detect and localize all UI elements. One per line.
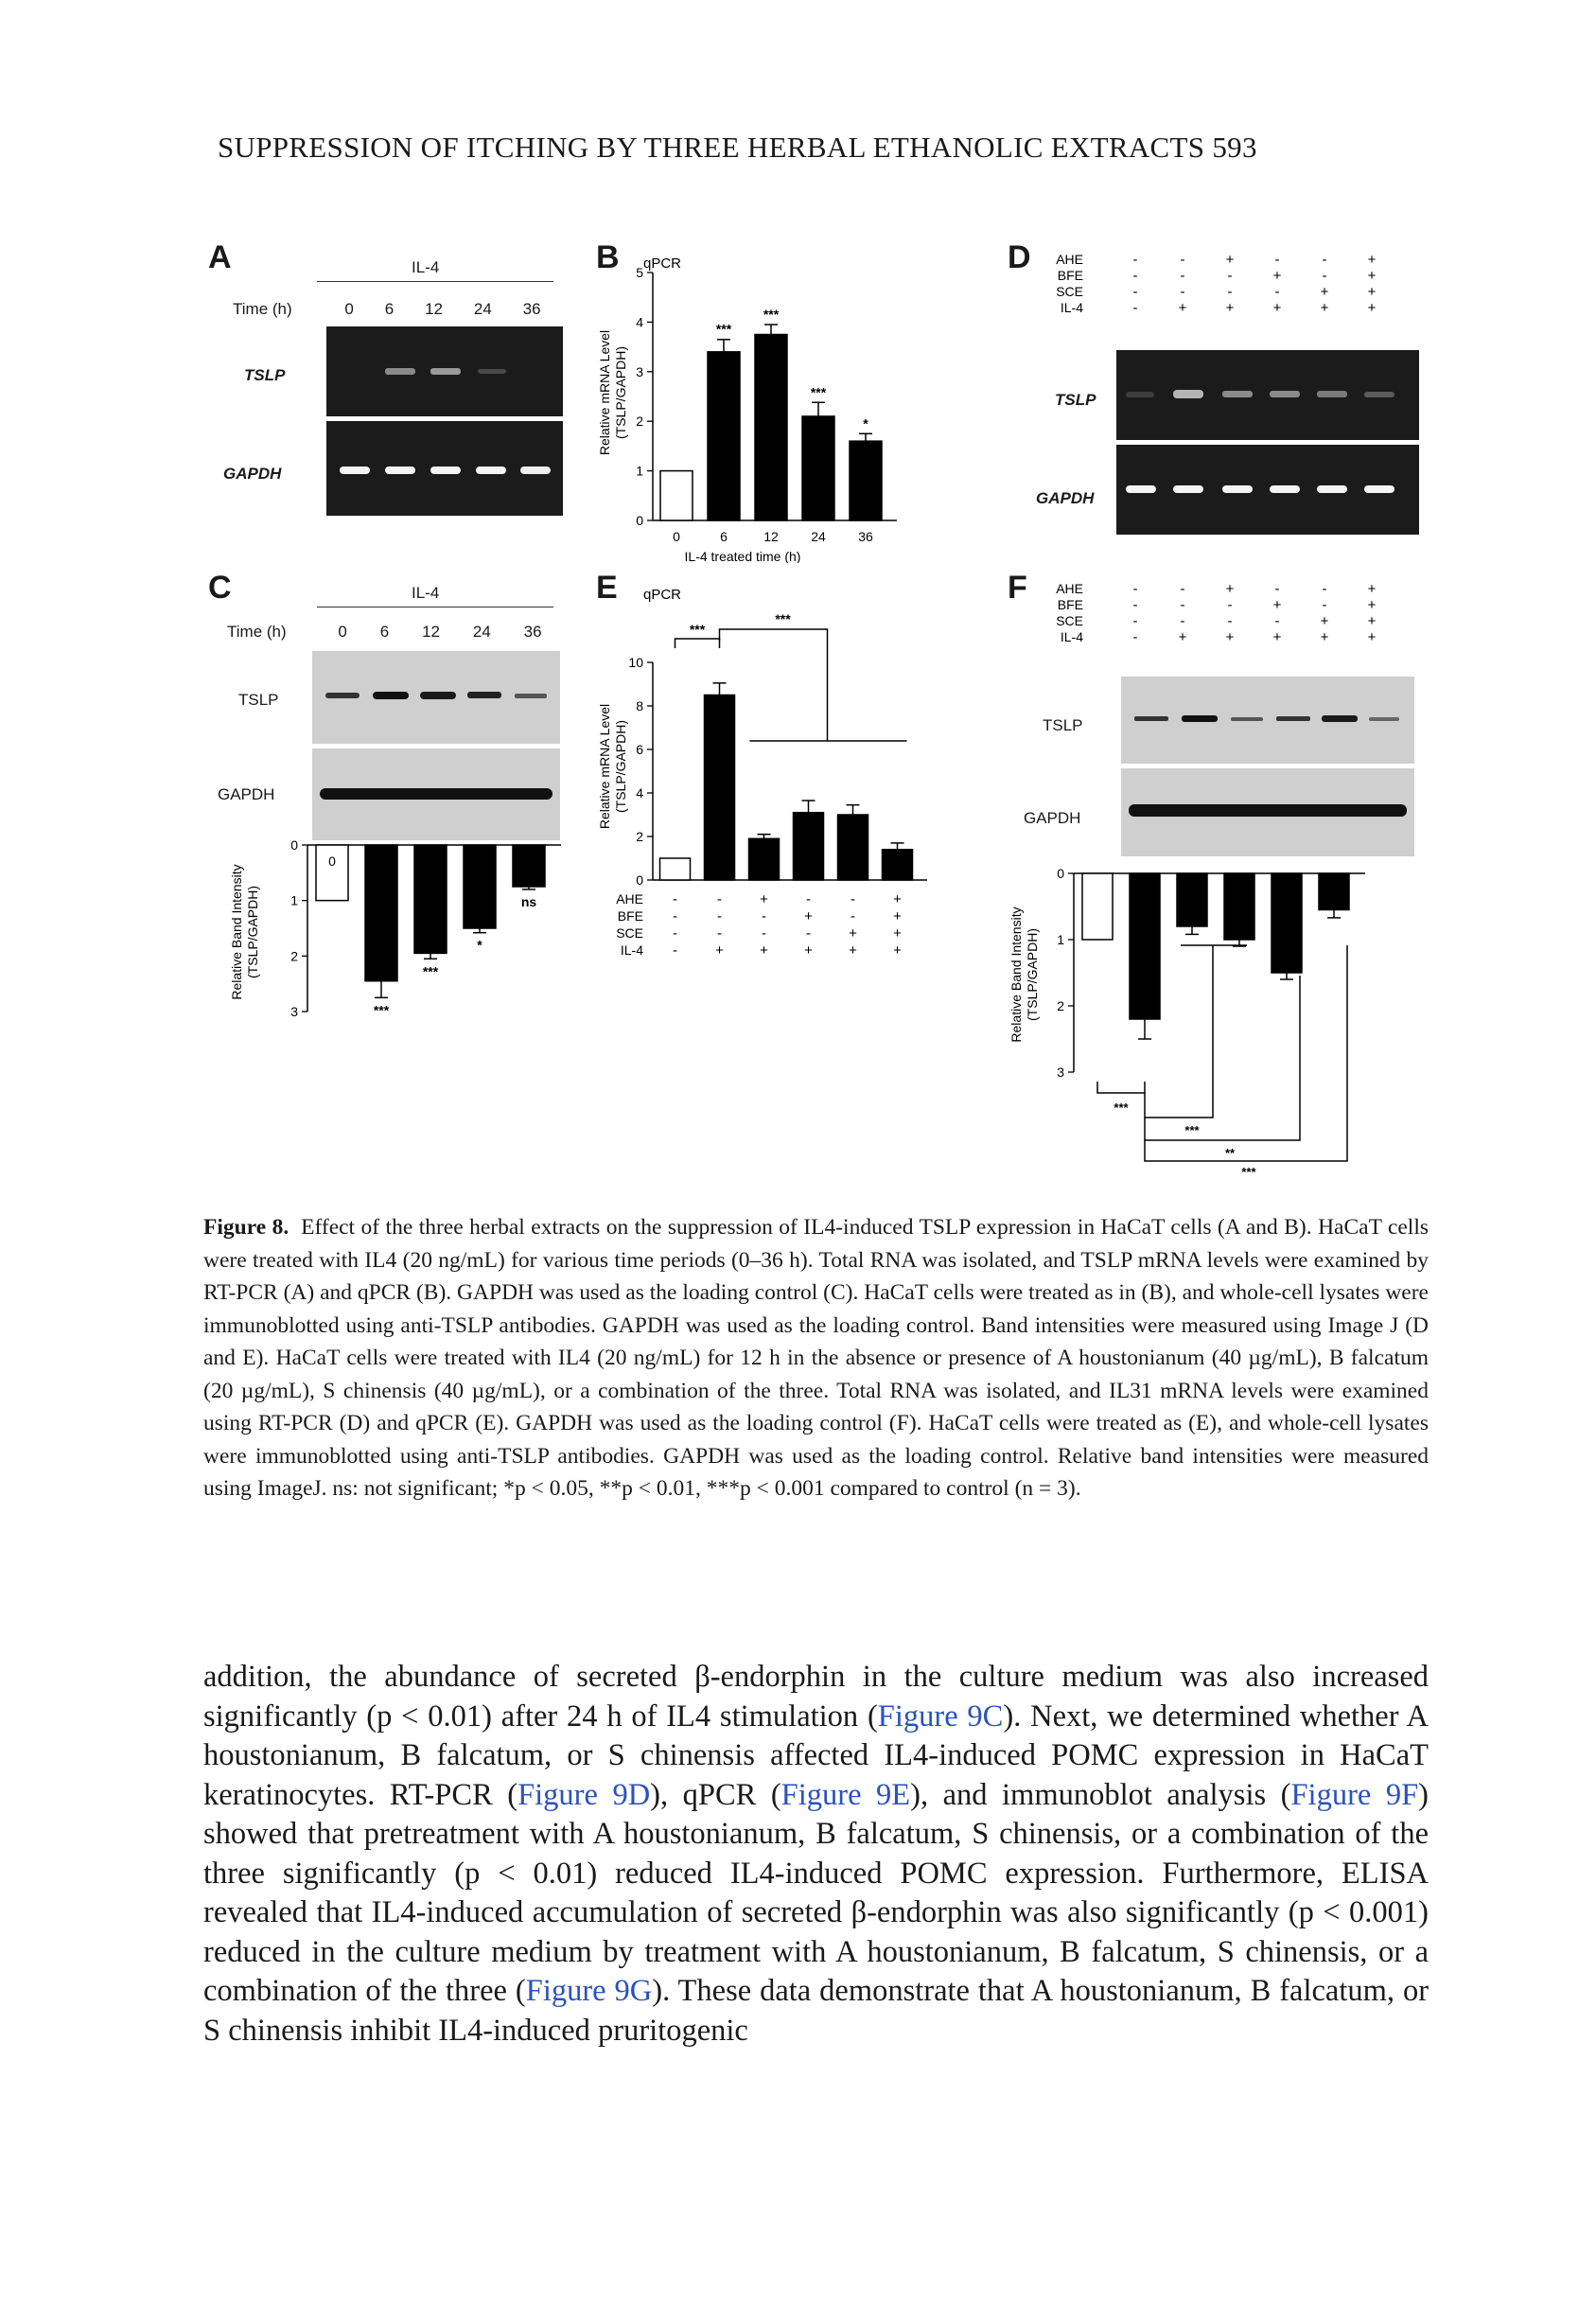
y-tick-label: 2 bbox=[1057, 998, 1064, 1013]
treatment-sign: + bbox=[1272, 629, 1282, 645]
comparison-label: *** bbox=[1114, 1100, 1129, 1115]
tslp-band-1 bbox=[1134, 716, 1168, 721]
bar bbox=[1319, 873, 1349, 910]
treatment-sign: + bbox=[893, 942, 902, 959]
tslp-band-5 bbox=[1322, 715, 1358, 722]
treatment-label: IL-4 bbox=[620, 942, 643, 958]
x-tick-label: 6 bbox=[720, 529, 728, 544]
bar bbox=[838, 815, 868, 880]
caption-text: Effect of the three herbal extracts on the suppression of IL4-induced TSLP expression in HaCaT cells (A and B). HaCaT cells were treated with IL4 (20 ng/mL) for various time periods (0–36 h). Total RNA was isolated, and TSLP mRNA levels were examined by RT-PCR (A) and qPCR (B). GAPDH was used as the loading control (C). HaCaT cells were treated as in (B), and whole-cell lysates were immunoblotted using anti-TSLP antibodies. GAPDH was used as the loading control. Band intensities were measured using Image J (D and E). HaCaT cells were treated with IL4 (20 ng/mL) for 12 h in the absence or presence of A houstonianum (40 µg/mL), B falcatum (20 µg/mL), S chinensis (40 µg/mL), or a combination of the three. Total RNA was isolated, and IL31 mRNA levels were examined using RT-PCR (D) and qPCR (E). GAPDH was used as the loading control (F). HaCaT cells were treated as (E), and whole-cell lysates were immunoblotted using anti-TSLP antibodies. GAPDH was used as the loading control. Relative band intensities were measured using ImageJ. ns: not significant; *p < 0.05, **p < 0.01, ***p < 0.001 compared to control (n = 3). bbox=[203, 1215, 1429, 1501]
treatment-sign: - bbox=[1132, 252, 1138, 268]
panel-a-gel bbox=[326, 326, 563, 516]
treatment-label: IL-4 bbox=[1060, 300, 1083, 315]
body-text-3: ), qPCR ( bbox=[650, 1777, 781, 1812]
treatment-sign: - bbox=[1274, 252, 1280, 268]
bar bbox=[749, 838, 780, 880]
time-36: 36 bbox=[522, 300, 541, 318]
comparison-bracket bbox=[1097, 1082, 1145, 1093]
figure-9g-link[interactable]: Figure 9G bbox=[525, 1974, 653, 2008]
gapdh-band-4 bbox=[1270, 485, 1300, 493]
x-tick-label: 12 bbox=[423, 854, 438, 869]
treatment-sign: - bbox=[717, 925, 722, 942]
body-text-5: ) showed that pretreatment with A houstonianum, B falcatum, S chinensis, or a combination of the three significantly (p < 0.01) reduced IL4-induced POMC expression. Furthermore, ELISA revealed that IL4-induced accumulation of secreted β-endorphin was also significantly (p < 0.001) reduced in the culture medium by treatment with A houstonianum, B falcatum, S chinensis, or a combination of the three ( bbox=[203, 1777, 1429, 2008]
y-tick-label: 4 bbox=[636, 314, 643, 330]
y-axis-label: (TSLP/GAPDH) bbox=[1025, 927, 1040, 1022]
treatment-sign: + bbox=[1367, 284, 1377, 300]
treatment-sign: - bbox=[1132, 613, 1138, 629]
treatment-label: BFE bbox=[617, 908, 643, 924]
panel-d-row2-label: GAPDH bbox=[1036, 489, 1095, 507]
panel-f-treatments bbox=[1031, 572, 1429, 667]
treatment-sign: - bbox=[1274, 613, 1280, 629]
gapdh-band-1 bbox=[1126, 485, 1156, 493]
figure-9e-link[interactable]: Figure 9E bbox=[780, 1777, 911, 1812]
y-tick-label: 4 bbox=[636, 785, 643, 801]
panel-f-row1-label: TSLP bbox=[1043, 716, 1083, 734]
treatment-sign: + bbox=[1367, 252, 1377, 268]
treatment-sign: - bbox=[1227, 613, 1233, 629]
panel-e-chart bbox=[596, 572, 993, 970]
bar bbox=[1272, 873, 1302, 973]
treatment-sign: - bbox=[762, 925, 766, 942]
treatment-label: AHE bbox=[616, 891, 643, 907]
x-tick-label: 24 bbox=[811, 529, 826, 544]
treatment-sign: + bbox=[804, 942, 813, 959]
figure-caption bbox=[203, 1211, 1429, 1505]
treatment-sign: - bbox=[673, 891, 677, 907]
time-24: 24 bbox=[473, 300, 492, 318]
treatment-sign: + bbox=[1367, 629, 1377, 645]
panel-c-group-label: IL-4 bbox=[412, 584, 440, 602]
treatment-sign: + bbox=[849, 942, 857, 959]
treatment-sign: + bbox=[849, 925, 857, 942]
treatment-sign: + bbox=[893, 908, 902, 924]
treatment-sign: - bbox=[1274, 284, 1280, 300]
treatment-sign: - bbox=[762, 908, 766, 924]
bar bbox=[705, 695, 735, 881]
panel-b-chart bbox=[596, 251, 937, 563]
figure-8 bbox=[199, 232, 1429, 1188]
panel-c-time-label: Time (h) bbox=[227, 623, 287, 641]
panel-a-time-values bbox=[329, 300, 556, 319]
treatment-sign: + bbox=[1225, 300, 1235, 316]
y-axis-label: (TSLP/GAPDH) bbox=[613, 345, 628, 440]
bar bbox=[883, 850, 913, 880]
panel-letter-e: E bbox=[596, 570, 618, 606]
tslp-band-1 bbox=[1126, 392, 1154, 397]
treatment-sign: - bbox=[1132, 581, 1138, 597]
chart-title: qPCR bbox=[643, 255, 682, 272]
time-36: 36 bbox=[523, 623, 542, 641]
bar bbox=[850, 441, 882, 520]
treatment-sign: - bbox=[1227, 597, 1233, 613]
significance-label: *** bbox=[422, 963, 439, 979]
bar bbox=[708, 352, 740, 520]
figure-9d-link[interactable]: Figure 9D bbox=[517, 1777, 651, 1812]
gapdh-band-strip bbox=[1129, 804, 1407, 817]
treatment-sign: + bbox=[1320, 284, 1329, 300]
treatment-sign: - bbox=[1274, 581, 1280, 597]
treatment-sign: + bbox=[1367, 300, 1377, 316]
treatment-sign: + bbox=[1320, 300, 1329, 316]
tslp-band-6 bbox=[385, 368, 415, 375]
panel-c-row1-label: TSLP bbox=[238, 691, 279, 709]
treatment-sign: - bbox=[1322, 268, 1327, 284]
panel-f-chart bbox=[1008, 856, 1429, 1178]
treatment-label: SCE bbox=[1056, 613, 1083, 628]
y-axis-label: Relative Band Intensity bbox=[229, 864, 244, 1000]
tslp-band-24 bbox=[478, 369, 506, 374]
body-paragraph bbox=[203, 1658, 1429, 2051]
treatment-sign: - bbox=[1180, 268, 1185, 284]
y-tick-label: 1 bbox=[290, 892, 298, 908]
gapdh-band-strip bbox=[320, 788, 552, 800]
bar bbox=[755, 335, 787, 521]
treatment-sign: - bbox=[1180, 252, 1185, 268]
treatment-sign: + bbox=[893, 891, 902, 907]
time-6: 6 bbox=[379, 623, 390, 641]
treatment-label: IL-4 bbox=[1060, 629, 1083, 644]
treatment-sign: + bbox=[1367, 597, 1377, 613]
bar bbox=[660, 858, 691, 880]
tslp-band-3 bbox=[1222, 391, 1253, 397]
panel-d-gel bbox=[1116, 350, 1419, 535]
panel-a-group-line bbox=[317, 281, 553, 282]
y-axis-label: (TSLP/GAPDH) bbox=[245, 885, 260, 979]
treatment-sign: - bbox=[1322, 252, 1327, 268]
treatment-sign: + bbox=[1367, 613, 1377, 629]
bar bbox=[802, 416, 834, 520]
panel-c-time-values bbox=[322, 623, 558, 642]
treatment-sign: - bbox=[806, 891, 811, 907]
treatment-sign: + bbox=[1272, 597, 1282, 613]
significance-label: *** bbox=[373, 1002, 390, 1018]
comparison-label: ** bbox=[1224, 1146, 1236, 1160]
x-tick-label: 36 bbox=[521, 854, 536, 869]
tslp-band-0 bbox=[325, 693, 360, 698]
y-tick-label: 1 bbox=[1057, 932, 1064, 947]
panel-a-group-label: IL-4 bbox=[412, 258, 440, 276]
treatment-sign: + bbox=[1272, 300, 1282, 316]
y-axis-label: Relative mRNA Level bbox=[597, 703, 612, 830]
x-tick-label: 36 bbox=[858, 529, 873, 544]
time-12: 12 bbox=[425, 300, 443, 318]
y-tick-label: 3 bbox=[1057, 1065, 1064, 1080]
panel-f-blot bbox=[1121, 677, 1414, 856]
panel-d-row1-label: TSLP bbox=[1055, 391, 1096, 409]
body-text-6: ). These data demonstrate that A houstonianum, B falcatum, or S chinensis inhibit IL4-induced pruritogenic bbox=[203, 1974, 1429, 2048]
treatment-sign: + bbox=[1178, 629, 1187, 645]
bar bbox=[1224, 873, 1254, 940]
x-tick-label: 12 bbox=[763, 529, 779, 544]
gapdh-band-24 bbox=[476, 466, 506, 474]
treatment-sign: + bbox=[1225, 629, 1235, 645]
treatment-sign: - bbox=[1227, 268, 1233, 284]
gapdh-band-36 bbox=[520, 466, 551, 474]
tslp-band-24 bbox=[467, 692, 501, 698]
panel-letter-a: A bbox=[208, 239, 232, 275]
y-tick-label: 10 bbox=[628, 655, 643, 670]
treatment-sign: - bbox=[1132, 268, 1138, 284]
gapdh-band-6 bbox=[385, 466, 415, 474]
time-12: 12 bbox=[422, 623, 440, 641]
y-tick-label: 0 bbox=[636, 513, 643, 528]
y-tick-label: 0 bbox=[636, 872, 643, 888]
treatment-sign: - bbox=[673, 908, 677, 924]
time-24: 24 bbox=[472, 623, 491, 641]
treatment-sign: + bbox=[893, 925, 902, 942]
y-tick-label: 5 bbox=[636, 265, 643, 280]
comparison-label: *** bbox=[1241, 1165, 1256, 1178]
y-tick-label: 2 bbox=[636, 414, 643, 430]
y-tick-label: 0 bbox=[290, 837, 298, 853]
treatment-sign: + bbox=[760, 942, 768, 959]
treatment-sign: + bbox=[1225, 252, 1235, 268]
time-6: 6 bbox=[384, 300, 395, 318]
treatment-sign: - bbox=[1322, 581, 1327, 597]
panel-a-row1-label: TSLP bbox=[244, 366, 286, 384]
significance-label: *** bbox=[810, 384, 827, 400]
gapdh-band-0 bbox=[340, 466, 370, 474]
tslp-band-12 bbox=[430, 368, 461, 375]
x-axis-label: IL-4 treated time (h) bbox=[684, 549, 801, 563]
panel-c-row2-label: GAPDH bbox=[218, 785, 275, 803]
treatment-sign: + bbox=[1272, 268, 1282, 284]
treatment-sign: - bbox=[717, 891, 722, 907]
treatment-label: AHE bbox=[1056, 581, 1083, 596]
significance-label: *** bbox=[715, 321, 732, 337]
gapdh-band-3 bbox=[1222, 485, 1253, 493]
bar bbox=[1130, 873, 1160, 1019]
gapdh-band-6 bbox=[1364, 485, 1394, 493]
treatment-label: SCE bbox=[1056, 284, 1083, 299]
treatment-sign: - bbox=[673, 925, 677, 942]
comparison-label: *** bbox=[775, 611, 791, 626]
tslp-band-3 bbox=[1231, 717, 1263, 721]
y-axis-label: Relative Band Intensity bbox=[1008, 907, 1024, 1043]
treatment-sign: + bbox=[715, 942, 724, 959]
tslp-band-12 bbox=[420, 692, 456, 699]
y-tick-label: 0 bbox=[1057, 866, 1064, 881]
comparison-bracket bbox=[720, 629, 828, 741]
treatment-label: BFE bbox=[1057, 597, 1083, 612]
panel-letter-d: D bbox=[1008, 239, 1031, 275]
panel-a-time-label: Time (h) bbox=[233, 300, 292, 318]
comparison-label: *** bbox=[1184, 1123, 1200, 1137]
treatment-sign: + bbox=[1225, 581, 1235, 597]
bar bbox=[1177, 873, 1207, 926]
figure-9f-link[interactable]: Figure 9F bbox=[1290, 1777, 1419, 1812]
significance-label: * bbox=[477, 937, 482, 953]
bar bbox=[794, 813, 824, 880]
comparison-bracket bbox=[1145, 976, 1300, 1140]
panel-f-row2-label: GAPDH bbox=[1024, 809, 1081, 827]
significance-label: * bbox=[863, 415, 868, 431]
y-tick-label: 3 bbox=[636, 363, 643, 379]
treatment-sign: - bbox=[1227, 284, 1233, 300]
y-tick-label: 2 bbox=[636, 829, 643, 844]
tslp-band-6 bbox=[373, 692, 409, 699]
time-0: 0 bbox=[338, 623, 347, 641]
body-text-1: addition, the abundance of secreted β-endorphin in the culture medium was also increased significantly (p < 0.01) after 24 h of IL4 stimulation ( bbox=[203, 1660, 1429, 1734]
body-text-2: ). Next, we determined whether A houstonianum, B falcatum, or S chinensis affected IL4-induced POMC expression in HaCaT keratinocytes. RT-PCR ( bbox=[203, 1699, 1429, 1812]
panel-letter-c: C bbox=[208, 570, 232, 606]
treatment-sign: + bbox=[1178, 300, 1187, 316]
caption-label: Figure 8. bbox=[203, 1215, 289, 1240]
tslp-band-4 bbox=[1276, 716, 1310, 721]
treatment-sign: + bbox=[1367, 268, 1377, 284]
bar bbox=[1082, 873, 1113, 940]
y-tick-label: 3 bbox=[290, 1004, 298, 1019]
treatment-sign: - bbox=[1322, 597, 1327, 613]
tslp-band-6 bbox=[1369, 717, 1399, 721]
x-tick-label: 0 bbox=[328, 854, 336, 869]
treatment-sign: + bbox=[1320, 613, 1329, 629]
treatment-sign: - bbox=[806, 925, 811, 942]
treatment-sign: + bbox=[760, 891, 768, 907]
treatment-sign: - bbox=[1180, 613, 1185, 629]
treatment-label: SCE bbox=[616, 925, 643, 941]
y-tick-label: 1 bbox=[636, 463, 643, 479]
tslp-band-2 bbox=[1182, 715, 1218, 722]
y-tick-label: 2 bbox=[290, 948, 298, 964]
y-axis-label: (TSLP/GAPDH) bbox=[613, 719, 628, 814]
treatment-sign: - bbox=[717, 908, 722, 924]
tslp-band-36 bbox=[515, 694, 547, 698]
treatment-sign: + bbox=[1320, 629, 1329, 645]
panel-c-chart bbox=[199, 837, 577, 1027]
y-tick-label: 8 bbox=[636, 698, 643, 713]
panel-d-treatments bbox=[1031, 243, 1429, 338]
gapdh-band-5 bbox=[1317, 485, 1347, 493]
gapdh-band-2 bbox=[1173, 485, 1203, 493]
treatment-sign: - bbox=[1132, 284, 1138, 300]
comparison-bracket bbox=[1145, 945, 1347, 1161]
panel-letter-f: F bbox=[1008, 570, 1027, 606]
significance-label: ns bbox=[520, 893, 537, 909]
treatment-sign: - bbox=[1132, 629, 1138, 645]
panel-a-row2-label: GAPDH bbox=[223, 465, 282, 483]
bar bbox=[660, 471, 693, 520]
treatment-label: AHE bbox=[1056, 252, 1083, 267]
treatment-label: BFE bbox=[1057, 268, 1083, 283]
tslp-band-5 bbox=[1317, 391, 1347, 397]
comparison-label: *** bbox=[689, 622, 706, 637]
time-0: 0 bbox=[344, 300, 354, 318]
treatment-sign: - bbox=[1180, 284, 1185, 300]
tslp-band-2 bbox=[1173, 390, 1203, 398]
x-tick-label: 6 bbox=[377, 854, 385, 869]
running-head: SUPPRESSION OF ITCHING BY THREE HERBAL ETHANOLIC EXTRACTS 593 bbox=[218, 131, 1257, 164]
treatment-sign: - bbox=[1180, 581, 1185, 597]
y-axis-label: Relative mRNA Level bbox=[597, 329, 612, 456]
panel-letter-b: B bbox=[596, 239, 620, 275]
body-text-4: ), and immunoblot analysis ( bbox=[910, 1777, 1291, 1812]
tslp-band-4 bbox=[1270, 391, 1300, 397]
gapdh-band-12 bbox=[430, 466, 461, 474]
y-tick-label: 6 bbox=[636, 742, 643, 757]
treatment-sign: - bbox=[1132, 300, 1138, 316]
panel-c-blot bbox=[312, 651, 560, 840]
comparison-bracket bbox=[675, 639, 720, 648]
significance-label: *** bbox=[763, 307, 780, 323]
treatment-sign: + bbox=[804, 908, 813, 924]
treatment-sign: + bbox=[1367, 581, 1377, 597]
treatment-sign: - bbox=[1180, 597, 1185, 613]
treatment-sign: - bbox=[673, 942, 677, 959]
tslp-band-6 bbox=[1364, 392, 1394, 397]
treatment-sign: - bbox=[1132, 597, 1138, 613]
treatment-sign: - bbox=[851, 908, 855, 924]
x-tick-label: 0 bbox=[673, 529, 680, 544]
figure-9c-link[interactable]: Figure 9C bbox=[877, 1699, 1004, 1734]
chart-title: qPCR bbox=[643, 587, 682, 603]
x-tick-label: 24 bbox=[472, 854, 487, 869]
treatment-sign: - bbox=[851, 891, 855, 907]
